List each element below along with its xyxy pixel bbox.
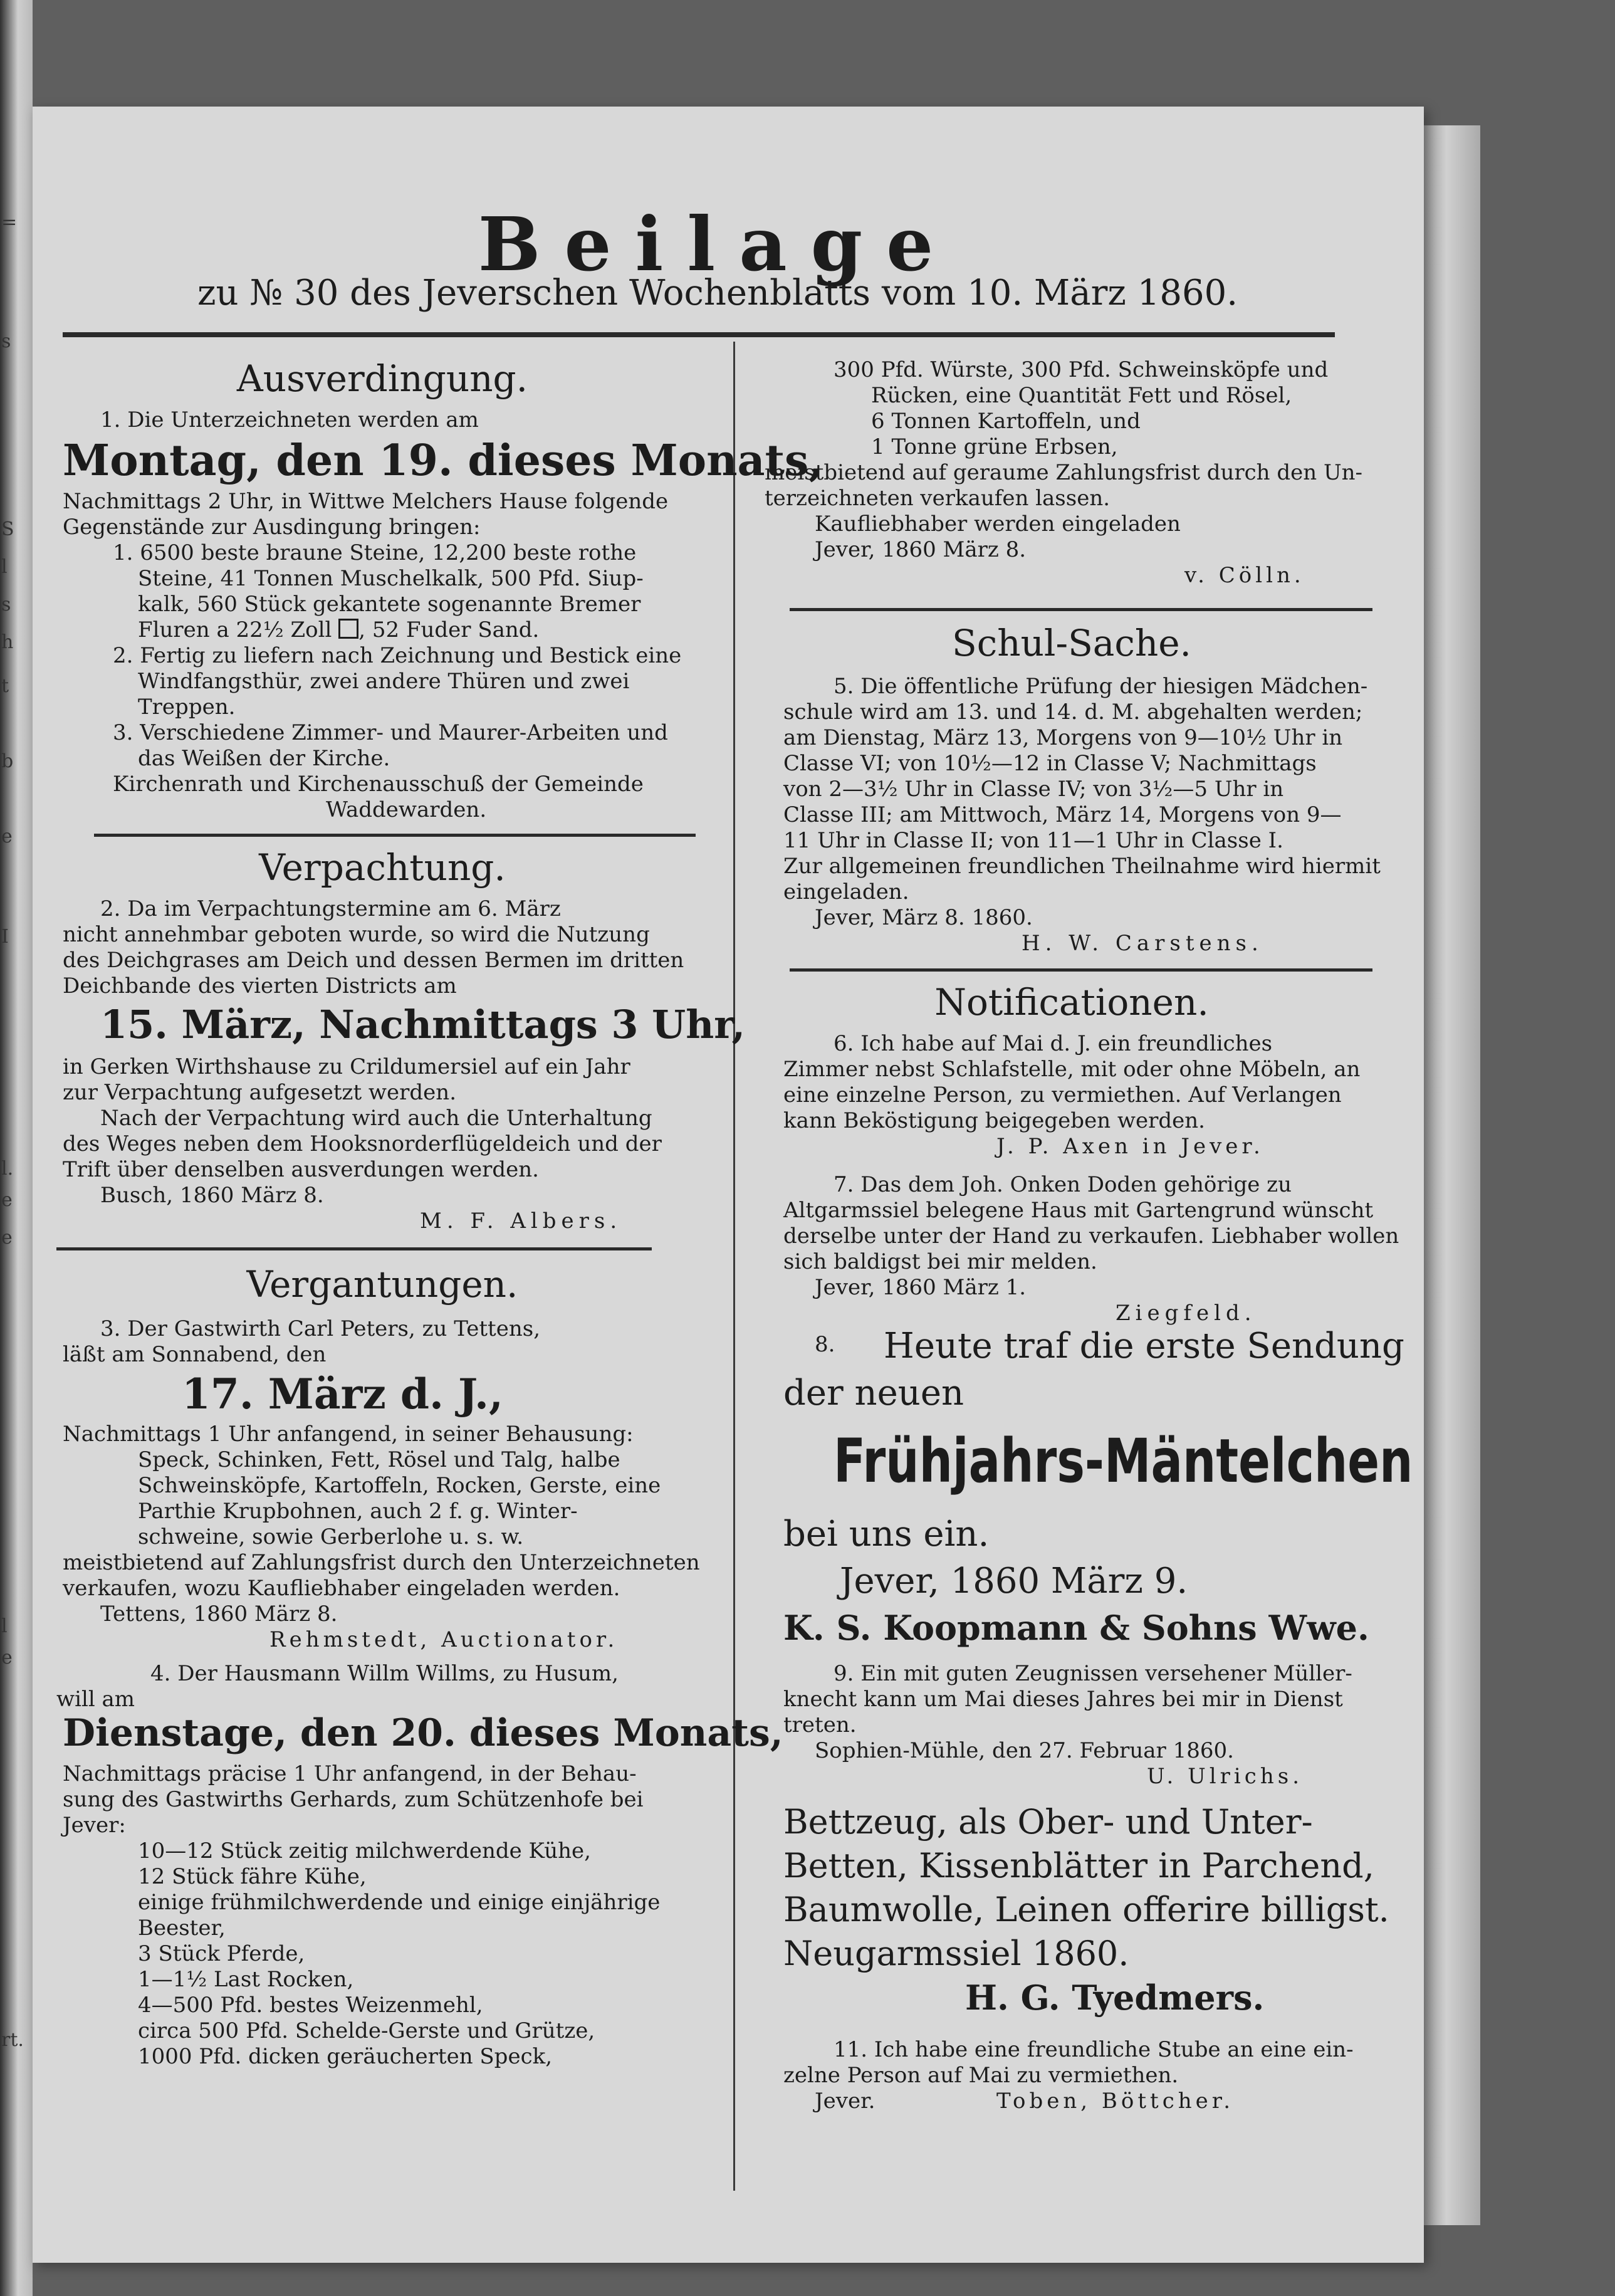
text-line: Schweinsköpfe, Kartoffeln, Rocken, Gerste, eine	[138, 1473, 661, 1498]
text-line: Jever, 1860 März 1.	[815, 1275, 1027, 1300]
text-line: 300 Pfd. Würste, 300 Pfd. Schweinsköpfe und	[834, 357, 1329, 382]
signature: J. P. Axen in Jever.	[996, 1134, 1264, 1159]
text-line: von 2—3½ Uhr in Classe IV; von 3½—5 Uhr in	[783, 777, 1284, 802]
adjacent-page-fragment: s	[1, 330, 11, 352]
text-line: Nach der Verpachtung wird auch die Unterhaltung	[100, 1106, 652, 1131]
text-line: 9. Ein mit guten Zeugnissen versehener Müller-	[834, 1661, 1352, 1686]
text-line: läßt am Sonnabend, den	[63, 1342, 327, 1367]
advertisement-text: Baumwolle, Leinen offerire billigst.	[783, 1890, 1389, 1929]
text-line: 5. Die öffentliche Prüfung der hiesigen Mädchen-	[834, 674, 1368, 699]
signature: H. W. Carstens.	[1022, 931, 1263, 956]
text-line: sung des Gastwirths Gerhards, zum Schützenhofe bei	[63, 1787, 644, 1812]
advertisement-text: Neugarmssiel 1860.	[783, 1934, 1129, 1973]
adjacent-page-edge	[0, 0, 33, 2296]
book-page-edge	[1424, 125, 1480, 2225]
adjacent-page-fragment: I	[1, 926, 9, 948]
text-line: 6. Ich habe auf Mai d. J. ein freundliches	[834, 1031, 1273, 1056]
text-line: knecht kann um Mai dieses Jahres bei mir in Dienst	[783, 1687, 1343, 1712]
adjacent-page-fragment: t	[1, 675, 9, 697]
text-line: nicht annehmbar geboten wurde, so wird die Nutzung	[63, 922, 650, 947]
adjacent-page-fragment: e	[1, 826, 13, 847]
adjacent-page-fragment: l	[1, 556, 8, 578]
section-rule	[94, 834, 696, 837]
adjacent-page-fragment: S	[1, 518, 14, 540]
square-inch-symbol	[338, 619, 358, 639]
signature: Toben, Böttcher.	[996, 2089, 1235, 2114]
signature: v. Cölln.	[1184, 563, 1305, 588]
page-content	[56, 107, 1413, 2263]
announcement-date: 17. März d. J.,	[182, 1370, 504, 1418]
text-line: Trift über denselben ausverdungen werden.	[63, 1157, 539, 1182]
text-line: Parthie Krupbohnen, auch 2 f. g. Winter-	[138, 1499, 578, 1524]
text-line: eine einzelne Person, zu vermiethen. Auf Verlangen	[783, 1082, 1342, 1108]
text-line: 4—500 Pfd. bestes Weizenmehl,	[138, 1993, 483, 2018]
text-line: treten.	[783, 1712, 857, 1738]
announcement-date: 15. März, Nachmittags 3 Uhr,	[100, 1002, 746, 1047]
text-line: 7. Das dem Joh. Onken Doden gehörige zu	[834, 1172, 1292, 1197]
text-line: Tettens, 1860 März 8.	[100, 1601, 338, 1627]
text-line: Jever, 1860 März 8.	[815, 537, 1027, 562]
text-line: Beester,	[138, 1916, 226, 1941]
text-line: Nachmittags 1 Uhr anfangend, in seiner Behausung:	[63, 1422, 634, 1447]
text-line: Deichbande des vierten Districts am	[63, 973, 457, 999]
text-line: Speck, Schinken, Fett, Rösel und Talg, halbe	[138, 1447, 620, 1472]
text-line: 2. Fertig zu liefern nach Zeichnung und Bestick eine	[113, 643, 682, 668]
signature: U. Ulrichs.	[1147, 1764, 1303, 1789]
text-line: Windfangsthür, zwei andere Thüren und zwei	[138, 669, 630, 694]
text-line: in Gerken Wirthshause zu Crildumersiel auf ein Jahr	[63, 1054, 630, 1079]
masthead-rule	[63, 332, 1335, 337]
section-heading: Vergantungen.	[246, 1263, 518, 1306]
text-line: eingeladen.	[783, 879, 909, 904]
text-line: Gegenstände zur Ausdingung bringen:	[63, 515, 481, 540]
announcement-date: Montag, den 19. dieses Monats,	[63, 436, 823, 486]
section-heading: Verpachtung.	[259, 846, 506, 889]
text-line: zur Verpachtung aufgesetzt werden.	[63, 1080, 457, 1105]
text-line: will am	[56, 1687, 135, 1712]
text-line: terzeichneten verkaufen lassen.	[765, 486, 1111, 511]
adjacent-page-fragment: l	[1, 1615, 8, 1637]
text-line: Altgarmssiel belegene Haus mit Gartengrund wünscht	[783, 1198, 1374, 1223]
text-line: schule wird am 13. und 14. d. M. abgehalten werden;	[783, 700, 1363, 725]
advertisement-text: der neuen	[783, 1373, 964, 1413]
text-line: 3. Der Gastwirth Carl Peters, zu Tettens,	[100, 1316, 540, 1341]
text-line: 1000 Pfd. dicken geräucherten Speck,	[138, 2044, 553, 2069]
advertisement-signature: H. G. Tyedmers.	[965, 1978, 1265, 2018]
section-rule	[790, 968, 1372, 972]
masthead-title: Beilage	[478, 201, 958, 288]
text-line: des Deichgrases am Deich und dessen Bermen im dritten	[63, 948, 684, 973]
masthead-subtitle: zu № 30 des Jeverschen Wochenblatts vom 10. März 1860.	[197, 273, 1238, 313]
section-heading: Schul-Sache.	[952, 622, 1191, 664]
text-line: meistbietend auf geraume Zahlungsfrist durch den Un-	[765, 460, 1362, 485]
text-line: Zur allgemeinen freundlichen Theilnahme wird hiermit	[783, 854, 1381, 879]
section-rule	[790, 608, 1372, 611]
signature: Waddewarden.	[326, 797, 487, 822]
adjacent-page-fragment: e	[1, 1227, 13, 1249]
adjacent-page-fragment: l.	[1, 1158, 14, 1180]
text-line: 10—12 Stück zeitig milchwerdende Kühe,	[138, 1838, 591, 1864]
signature: M. F. Albers.	[420, 1208, 622, 1234]
text-line: Steine, 41 Tonnen Muschelkalk, 500 Pfd. Siup-	[138, 566, 644, 591]
text-line: 11. Ich habe eine freundliche Stube an eine ein-	[834, 2037, 1354, 2062]
text-line: schweine, sowie Gerberlohe u. s. w.	[138, 1524, 524, 1549]
advertisement-text: Jever, 1860 März 9.	[840, 1561, 1188, 1601]
text-fragment: Fluren a 22½ Zoll	[138, 617, 332, 642]
advertisement-text: bei uns ein.	[783, 1514, 990, 1554]
text-line: 3 Stück Pferde,	[138, 1941, 305, 1966]
text-line: Kaufliebhaber werden eingeladen	[815, 511, 1181, 537]
text-line	[138, 617, 539, 643]
ad-number: 8.	[815, 1332, 835, 1357]
text-fragment: , 52 Fuder Sand.	[358, 617, 540, 642]
adjacent-page-fragment: e	[1, 1189, 13, 1211]
text-line: Treppen.	[138, 695, 236, 720]
text-line: Nachmittags präcise 1 Uhr anfangend, in der Behau-	[63, 1761, 637, 1786]
text-line: meistbietend auf Zahlungsfrist durch den Unterzeichneten	[63, 1550, 700, 1575]
text-line: Jever, März 8. 1860.	[815, 905, 1033, 930]
text-line: Rücken, eine Quantität Fett und Rösel,	[871, 383, 1292, 408]
text-line: Kirchenrath und Kirchenausschuß der Gemeinde	[113, 772, 644, 797]
text-line: 11 Uhr in Classe II; von 11—1 Uhr in Classe I.	[783, 828, 1283, 853]
column-divider	[733, 342, 735, 2191]
advertisement-headline: Frühjahrs-Mäntelchen	[834, 1426, 1413, 1496]
adjacent-page-fragment: rt.	[1, 2029, 24, 2051]
text-line: 6 Tonnen Kartoffeln, und	[871, 409, 1141, 434]
adjacent-page-fragment: b	[1, 750, 14, 772]
section-rule	[56, 1247, 652, 1250]
adjacent-page-fragment: =	[1, 211, 18, 233]
text-line: 1 Tonne grüne Erbsen,	[871, 434, 1118, 459]
text-line: Classe VI; von 10½—12 in Classe V; Nachmittags	[783, 751, 1317, 776]
newspaper-page	[33, 107, 1424, 2263]
section-heading: Notificationen.	[934, 981, 1209, 1024]
advertisement-text: Bettzeug, als Ober- und Unter-	[783, 1802, 1313, 1842]
announcement-date: Dienstage, den 20. dieses Monats,	[63, 1711, 783, 1755]
text-line: 2. Da im Verpachtungstermine am 6. März	[100, 896, 561, 921]
text-line: das Weißen der Kirche.	[138, 746, 390, 771]
text-line: am Dienstag, März 13, Morgens von 9—10½ Uhr in	[783, 725, 1343, 750]
signature: Rehmstedt, Auctionator.	[269, 1627, 619, 1652]
text-line: Jever:	[63, 1813, 126, 1838]
text-line: zelne Person auf Mai zu vermiethen.	[783, 2063, 1179, 2088]
section-heading: Ausverdingung.	[236, 357, 528, 400]
text-line: 4. Der Hausmann Willm Willms, zu Husum,	[150, 1661, 619, 1686]
text-line: 3. Verschiedene Zimmer- und Maurer-Arbeiten und	[113, 720, 668, 745]
text-line: derselbe unter der Hand zu verkaufen. Liebhaber wollen	[783, 1224, 1399, 1249]
adjacent-page-fragment: h	[1, 631, 14, 653]
adjacent-page-fragment: s	[1, 594, 11, 616]
text-line: kann Beköstigung beigegeben werden.	[783, 1108, 1205, 1133]
text-line: kalk, 560 Stück gekantete sogenannte Bremer	[138, 592, 641, 617]
text-line: sich baldigst bei mir melden.	[783, 1249, 1097, 1274]
text-line: Jever.	[815, 2089, 875, 2114]
text-line: 1. Die Unterzeichneten werden am	[100, 407, 479, 432]
text-line: Sophien-Mühle, den 27. Februar 1860.	[815, 1738, 1234, 1763]
text-line: verkaufen, wozu Kaufliebhaber eingeladen werden.	[63, 1576, 620, 1601]
advertisement-signature: K. S. Koopmann & Sohns Wwe.	[783, 1608, 1369, 1648]
advertisement-text: Heute traf die erste Sendung	[884, 1326, 1404, 1366]
text-line: des Weges neben dem Hooksnorderflügeldeich und der	[63, 1131, 662, 1156]
advertisement-text: Betten, Kissenblätter in Parchend,	[783, 1846, 1374, 1885]
text-line: einige frühmilchwerdende und einige einjährige	[138, 1890, 661, 1915]
text-line: Nachmittags 2 Uhr, in Wittwe Melchers Hause folgende	[63, 489, 669, 514]
signature: Ziegfeld.	[1116, 1301, 1257, 1326]
text-line: Zimmer nebst Schlafstelle, mit oder ohne Möbeln, an	[783, 1057, 1361, 1082]
text-line: 12 Stück fähre Kühe,	[138, 1864, 367, 1889]
text-line: circa 500 Pfd. Schelde-Gerste und Grütze,	[138, 2018, 595, 2043]
text-line: Busch, 1860 März 8.	[100, 1183, 324, 1208]
adjacent-page-fragment: e	[1, 1647, 13, 1669]
text-line: Classe III; am Mittwoch, März 14, Morgens von 9—	[783, 802, 1342, 827]
text-line: 1—1½ Last Rocken,	[138, 1967, 354, 1992]
text-line: 1. 6500 beste braune Steine, 12,200 beste rothe	[113, 540, 637, 565]
